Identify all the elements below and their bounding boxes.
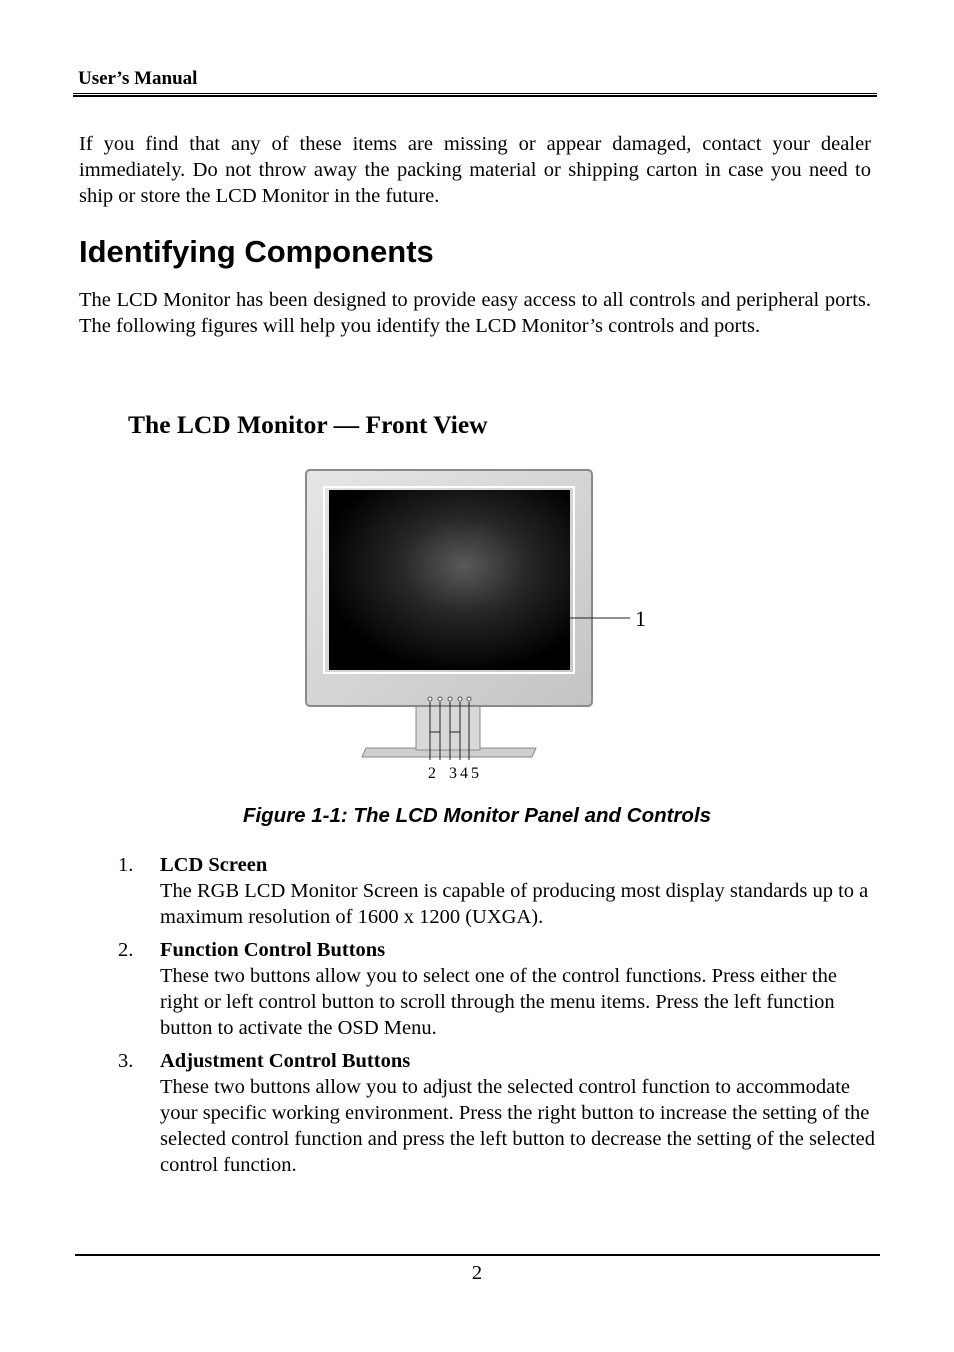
- item-title: Adjustment Control Buttons: [160, 1050, 411, 1072]
- footer-rule: [75, 1254, 880, 1256]
- intro-paragraph: If you find that any of these items are missing or appear damaged, contact your dealer immediately. Do not throw away the packing material or shipping carton in case you need to ship or store the LCD Monitor in the future.: [79, 133, 871, 207]
- item-description: These two buttons allow you to adjust the selected control function to accommodate your specific working environment. Press the right button to increase the setting of the selected control function and press the left button to decrease the setting of the selected control function.: [160, 1076, 875, 1176]
- item-number: 2.: [118, 939, 134, 961]
- monitor-neck: [416, 706, 480, 750]
- item-title: Function Control Buttons: [160, 939, 386, 961]
- list-item: [118, 852, 878, 930]
- callout-1: 1: [635, 606, 646, 631]
- subsection-heading: The LCD Monitor — Front View: [128, 410, 488, 439]
- section-paragraph: The LCD Monitor has been designed to provide easy access to all controls and peripheral ports. The following figures will help you identify the LCD Monitor’s controls and ports.: [79, 289, 871, 337]
- list-item: [118, 1048, 878, 1178]
- page-number: 2: [471, 1262, 483, 1284]
- callout-5: 5: [471, 765, 479, 782]
- list-item: [118, 937, 878, 1041]
- section-heading: Identifying Components: [79, 234, 434, 269]
- item-number: 3.: [118, 1050, 134, 1072]
- item-title: LCD Screen: [160, 854, 268, 876]
- monitor-front-figure: [300, 466, 660, 786]
- components-list: [118, 852, 878, 1185]
- item-description: These two buttons allow you to select one of the control functions. Press either the right or left control button to scroll through the menu items. Press the left function button to activate the OSD Menu.: [160, 965, 837, 1039]
- header-rule: [73, 93, 877, 97]
- item-number: 1.: [118, 854, 134, 876]
- item-description: The RGB LCD Monitor Screen is capable of producing most display standards up to a maximum resolution of 1600 x 1200 (UXGA).: [160, 880, 869, 928]
- monitor-illustration: [300, 466, 660, 786]
- figure-caption: Figure 1-1: The LCD Monitor Panel and Controls: [242, 804, 712, 827]
- callout-4: 4: [460, 765, 468, 782]
- callout-2: 2: [428, 765, 436, 782]
- lcd-screen: [329, 490, 570, 670]
- running-header: User’s Manual: [78, 68, 198, 89]
- callout-3: 3: [449, 765, 457, 782]
- callout-labels: [428, 765, 479, 782]
